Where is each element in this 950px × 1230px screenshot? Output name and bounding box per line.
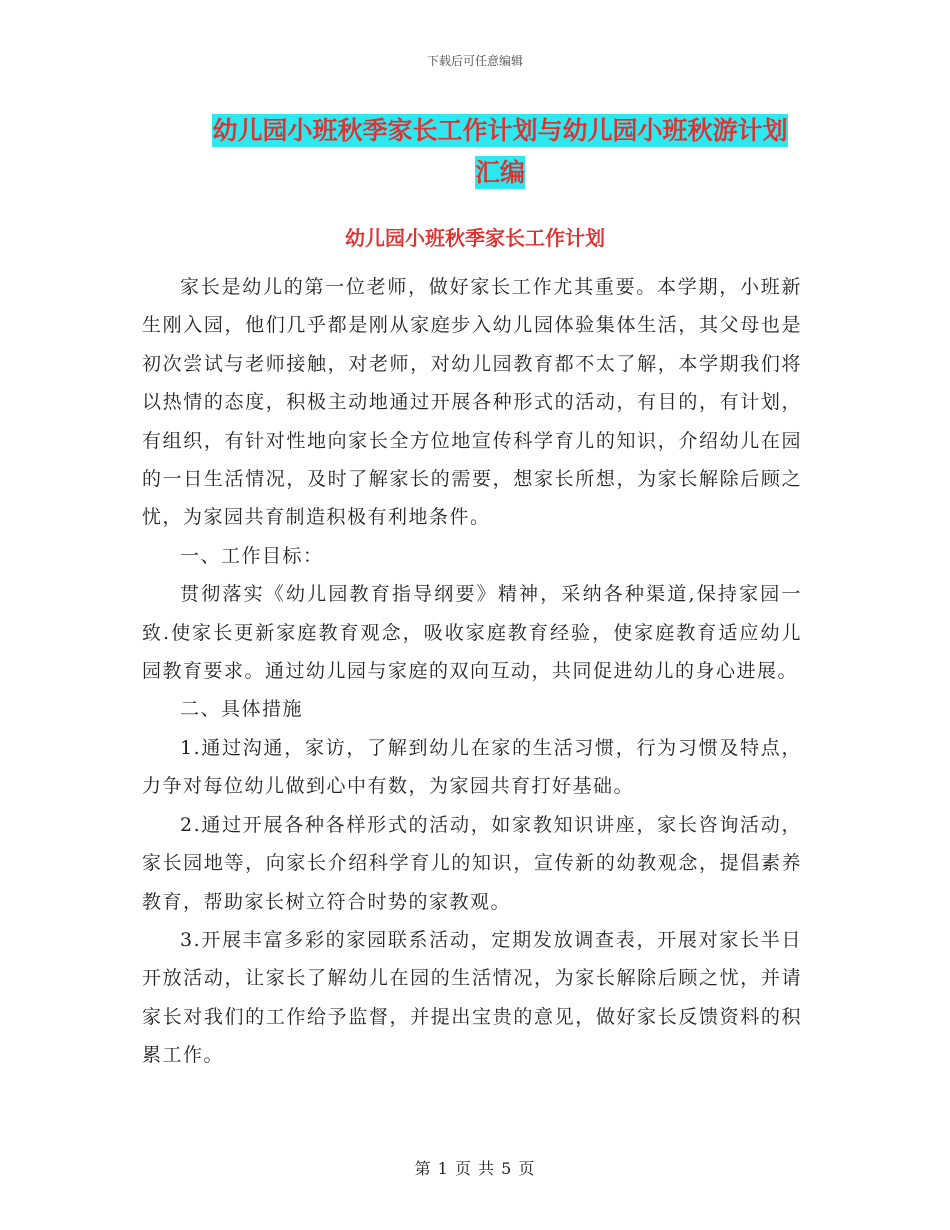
document-title-line1: 幼儿园小班秋季家长工作计划与幼儿园小班秋游计划 — [212, 116, 788, 145]
paragraph-goals: 贯彻落实《幼儿园教育指导纲要》精神，采纳各种渠道,保持家园一致.使家长更新家庭教育观念，吸收家庭教育经验，使家庭教育适应幼儿园教育要求。通过幼儿园与家庭的双向互动，共同促进幼儿的身心进展。 — [142, 583, 802, 683]
page-header-note: 下载后可任意编辑 — [426, 54, 523, 68]
heading-work-goals: 一、工作目标： — [180, 544, 324, 567]
paragraph-intro: 家长是幼儿的第一位老师，做好家长工作尤其重要。本学期，小班新生刚入园，他们几乎都是刚从家庭步入幼儿园体验集体生活，其父母也是初次尝试与老师接触，对老师，对幼儿园教育都不太了解，本学期我们将以热情的态度，积极主动地通过开展各种形式的活动，有目的，有计划，有组织，有针对性地向家长全方位地宣传科学育儿的知识，介绍幼儿在园的一日生活情况，及时了解家长的需要，想家长所想，为家长解除后顾之忧，为家园共育制造积极有利地条件。 — [142, 276, 802, 529]
document-title-line2: 汇编 — [474, 158, 525, 187]
document-title — [190, 110, 810, 194]
paragraph-measure-1: 1.通过沟通，家访，了解到幼儿在家的生活习惯，行为习惯及特点，力争对每位幼儿做到心中有数，为家园共育打好基础。 — [142, 736, 802, 798]
heading-measures: 二、具体措施 — [180, 698, 304, 721]
paragraph-measure-3: 3.开展丰富多彩的家园联系活动，定期发放调查表，开展对家长半日开放活动，让家长了解幼儿在园的生活情况，为家长解除后顾之忧，并请家长对我们的工作给予监督，并提出宝贵的意见，做好家长反馈资料的积累工作。 — [142, 928, 802, 1067]
page-number: 第 1 页 共 5 页 — [414, 1159, 536, 1178]
document-body — [142, 268, 802, 1075]
paragraph-measure-2: 2.通过开展各种各样形式的活动，如家教知识讲座，家长咨询活动，家长园地等，向家长介绍科学育儿的知识，宣传新的幼教观念，提倡素养教育，帮助家长树立符合时势的家教观。 — [142, 813, 802, 913]
section-title: 幼儿园小班秋季家长工作计划 — [345, 226, 605, 250]
